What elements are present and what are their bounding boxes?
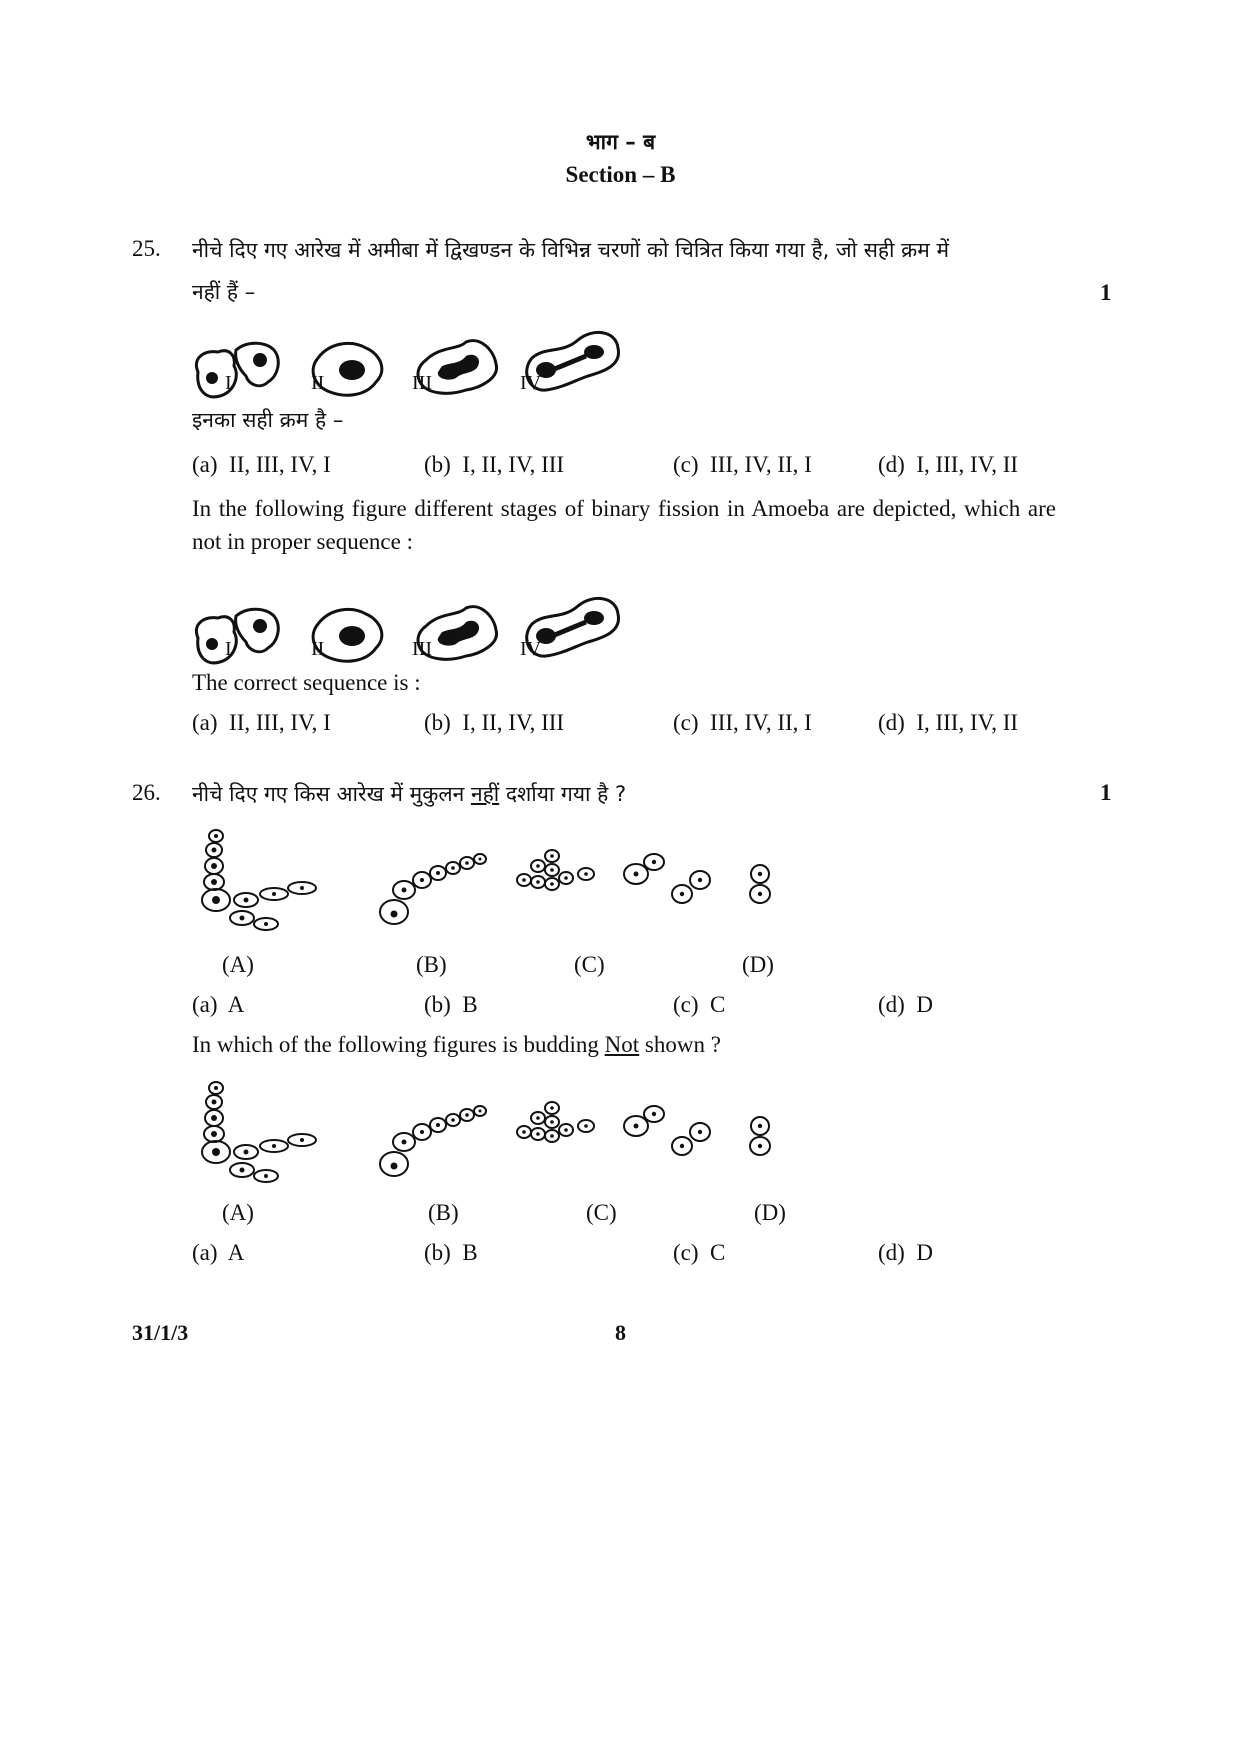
- q26-label-A: (A): [222, 952, 254, 977]
- q26-option-b-2[interactable]: (b) B: [424, 1240, 478, 1265]
- q25-label-III-en: III: [412, 638, 432, 660]
- q25-option-a-2[interactable]: (a) II, III, IV, I: [192, 710, 331, 735]
- question-number-25: 25.: [132, 236, 161, 261]
- q25-label-I-en: I: [225, 638, 232, 660]
- figure-B-chain: [380, 854, 486, 924]
- q26-label-A-en: (A): [222, 1200, 254, 1225]
- q25-english-sequence: The correct sequence is :: [192, 670, 421, 695]
- q26-option-b-1[interactable]: (b) B: [424, 992, 478, 1017]
- section-title-hindi: भाग – ब: [585, 130, 656, 154]
- q26-option-d-2[interactable]: (d) D: [878, 1240, 933, 1265]
- q25-option-b-1[interactable]: (b) I, II, IV, III: [424, 452, 565, 477]
- q25-option-a-1[interactable]: (a) II, III, IV, I: [192, 452, 331, 477]
- page-number: 8: [615, 1320, 626, 1345]
- q25-marks: 1: [1100, 280, 1112, 305]
- q25-option-d-1[interactable]: (d) I, III, IV, II: [878, 452, 1019, 477]
- q26-marks: 1: [1100, 780, 1112, 805]
- budding-figure-hindi: [190, 828, 870, 948]
- q26-option-c-1[interactable]: (c) C: [673, 992, 726, 1017]
- q25-label-III: III: [412, 372, 432, 394]
- q25-option-b-2[interactable]: (b) I, II, IV, III: [424, 710, 565, 735]
- q26-option-a-1[interactable]: (a) A: [192, 992, 245, 1017]
- q25-label-II-en: II: [311, 638, 325, 660]
- q26-label-C: (C): [574, 952, 605, 977]
- figure-A-yeast: [202, 830, 316, 930]
- q26-label-D-en: (D): [754, 1200, 786, 1225]
- q26-option-c-2[interactable]: (c) C: [673, 1240, 726, 1265]
- q25-hindi-sequence: इनका सही क्रम है –: [192, 408, 344, 432]
- q26-hindi-question: नीचे दिए गए किस आरेख में मुकुलन नहीं दर्शाया गया है ?: [192, 782, 627, 806]
- q25-option-c-1[interactable]: (c) III, IV, II, I: [673, 452, 812, 477]
- q25-hindi-line1: नीचे दिए गए आरेख में अमीबा में द्विखण्डन के विभिन्न चरणों को चित्रित किया गया है, जो सही क्रम में: [192, 238, 950, 262]
- q26-option-a-2[interactable]: (a) A: [192, 1240, 245, 1265]
- q25-english-text: In the following figure different stages of binary fission in Amoeba are depicted, which are not in proper sequence :: [192, 496, 1056, 554]
- q25-label-I: I: [225, 372, 232, 394]
- section-title-english: Section – B: [565, 162, 676, 187]
- q26-label-B-en: (B): [428, 1200, 459, 1225]
- q26-option-d-1[interactable]: (d) D: [878, 992, 933, 1017]
- q26-label-D: (D): [742, 952, 774, 977]
- q25-option-c-2[interactable]: (c) III, IV, II, I: [673, 710, 812, 735]
- q25-label-II: II: [311, 372, 325, 394]
- question-number-26: 26.: [132, 780, 161, 805]
- q25-label-IV: IV: [520, 372, 542, 394]
- q25-hindi-line2: नहीं हैं –: [192, 280, 256, 304]
- q25-label-IV-en: IV: [520, 638, 542, 660]
- figure-C-cluster: [517, 850, 594, 890]
- q26-label-C-en: (C): [586, 1200, 617, 1225]
- figure-D-pairs: [624, 854, 770, 903]
- q26-label-B: (B): [416, 952, 447, 977]
- q25-option-d-2[interactable]: (d) I, III, IV, II: [878, 710, 1019, 735]
- budding-figure-english: [190, 1080, 870, 1200]
- q26-english-question: In which of the following figures is budding Not shown ?: [192, 1032, 721, 1057]
- paper-code: 31/1/3: [132, 1320, 189, 1345]
